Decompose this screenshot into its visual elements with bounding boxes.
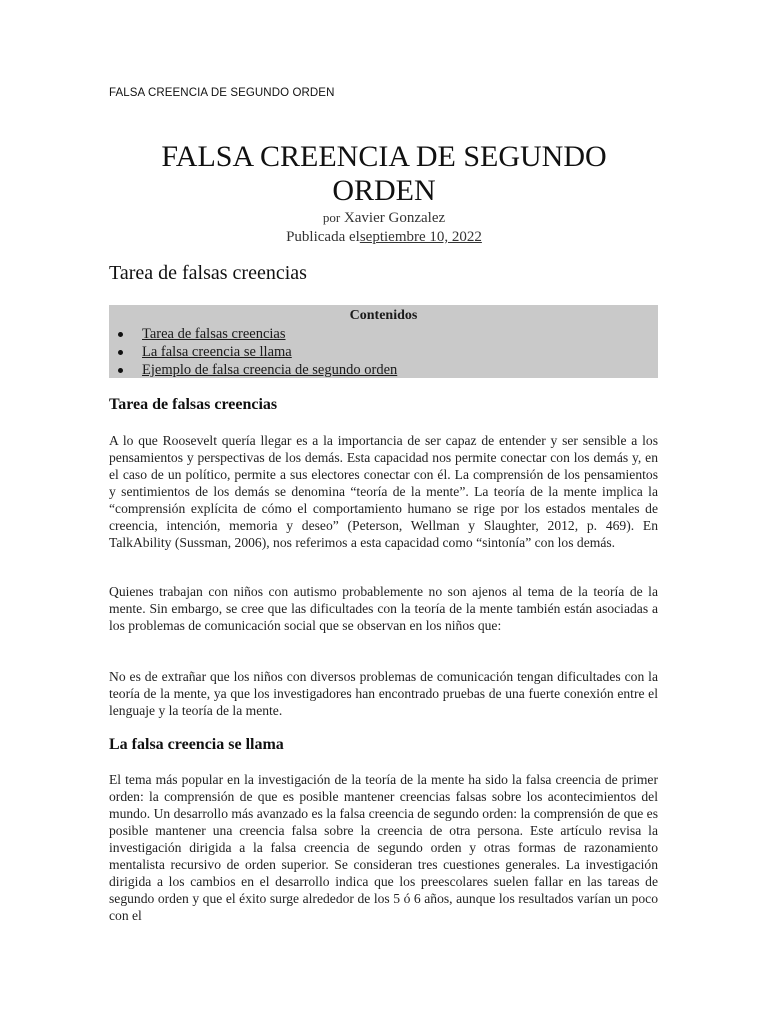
section-heading: Tarea de falsas creencias [109,262,307,284]
published-line [109,228,659,247]
byline-prefix: por [322,210,341,225]
toc-item-label: La falsa creencia se llama [142,344,292,360]
table-of-contents [109,305,658,378]
section-2-paragraph-1: El tema más popular en la investigación de la teoría de la mente ha sido la falsa creencia de primer orden: la comprensión de que es posible mantener creencias falsas sobre los acontecimientos del mundo. Un desarrollo más avanzado es la falsa creencia de segundo orden: la comprensión de que es posible mantener una creencia falsa sobre la creencia de otra persona. Este artículo revisa la investigación dirigida a la falsa creencia de segundo orden y otras formas de razonamiento mentalista recursivo de orden superior. Se consideran tres cuestiones generales. La investigación dirigida a los cambios en el desarrollo indica que los preescolares suelen fallar en las tareas de segundo orden y que el éxito surge alrededor de los 5 ó 6 años, aunque los resultados varían un poco con el [109,772,658,923]
toc-item-falsa-creencia[interactable] [109,343,658,361]
toc-item-ejemplo[interactable] [109,361,658,379]
toc-item-tarea[interactable] [109,325,658,343]
toc-title: Contenidos [349,308,418,323]
byline [109,208,659,228]
bullet-icon [118,332,123,337]
article-title: FALSA CREENCIA DE SEGUNDO ORDEN [161,140,607,207]
section-1-paragraph-2: Quienes trabajan con niños con autismo probablemente no son ajenos al tema de la teoría de la mente. Sin embargo, se cree que las dificultades con la teoría de la mente también están asociadas a los problemas de comunicación social que se observan en los niños que: [109,584,658,633]
author-name: Xavier Gonzalez [343,210,446,226]
published-date-link[interactable]: septiembre 10, 2022 [359,229,482,245]
section-2-heading: La falsa creencia se llama [109,736,284,753]
section-1-paragraph-1: A lo que Roosevelt quería llegar es a la importancia de ser capaz de entender y ser sensible a los pensamientos y perspectivas de los demás. Esta capacidad nos permite conectar con los demás y, en el caso de un político, permite a sus electores conectar con él. La comprensión de los pensamientos y sentimientos de los demás se denomina “teoría de la mente”. La teoría de la mente implica la “comprensión explícita de cómo el comportamiento humano se rige por los estados mentales de creencia, intención, memoria y deseo” (Peterson, Wellman y Slaughter, 2012, p. 469). En TalkAbility (Sussman, 2006), nos referimos a esta capacidad como “sintonía” con los demás. [109,433,658,550]
section-1-paragraph-3: No es de extrañar que los niños con diversos problemas de comunicación tengan dificultades con la teoría de la mente, ya que los investigadores han encontrado pruebas de una fuerte conexión entre el lenguaje y la teoría de la mente. [109,669,658,718]
section-1-heading: Tarea de falsas creencias [109,396,278,413]
bullet-icon [118,350,123,355]
bullet-icon [118,368,123,373]
published-prefix: Publicada el [286,229,360,245]
toc-list [109,325,658,379]
toc-item-label: Ejemplo de falsa creencia de segundo orden [142,362,398,378]
toc-item-label: Tarea de falsas creencias [142,326,286,342]
running-header: FALSA CREENCIA DE SEGUNDO ORDEN [109,87,335,99]
